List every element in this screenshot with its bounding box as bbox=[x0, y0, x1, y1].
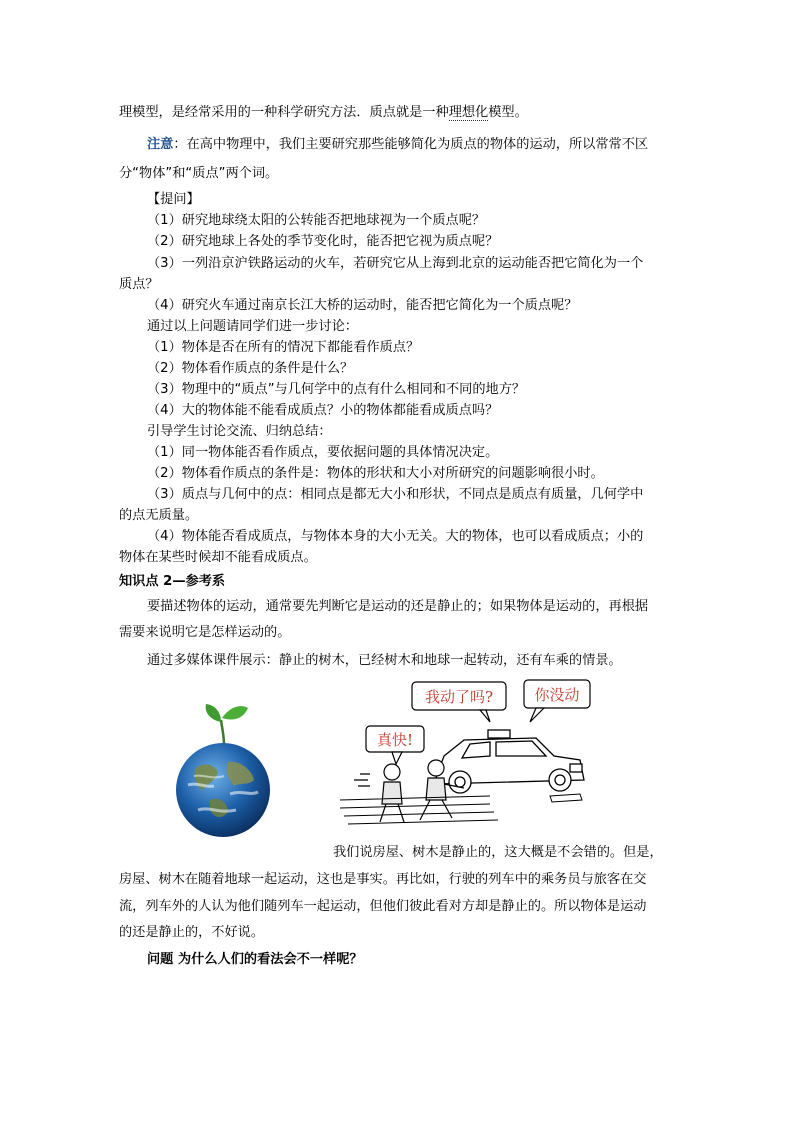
intro-line bbox=[119, 102, 679, 123]
after-line-4: 的还是静止的，不好说。 bbox=[119, 925, 265, 940]
earth-icon bbox=[176, 743, 270, 837]
summary-item: （2）物体看作质点的条件是：物体的形状和大小对所研究的问题影响很小时。 bbox=[147, 466, 604, 481]
final-question bbox=[147, 949, 707, 970]
summary-intro: 引导学生讨论交流、归纳总结： bbox=[147, 424, 332, 439]
after-line-3: 流，列车外的人认为他们随列车一起运动，但他们彼此看对方却是静止的。所以物体是运动 bbox=[119, 899, 647, 914]
question-item: （3）一列沿京沪铁路运动的火车，若研究它从上海到北京的运动能否把它简化为一个 bbox=[147, 256, 644, 271]
question-item: （2）研究地球上各处的季节变化时，能否把它视为质点呢？ bbox=[147, 234, 499, 249]
question-item-cont: 质点？ bbox=[119, 277, 159, 292]
final-question-label: 问题 bbox=[147, 952, 174, 967]
after-line-1: 我们说房屋、树木是静止的，这大概是不会错的。但是， bbox=[333, 845, 663, 860]
earth-sprout-illustration bbox=[158, 690, 288, 840]
speech-bubble-2 bbox=[524, 680, 590, 722]
discuss-item: （1）物体是否在所有的情况下都能看作质点？ bbox=[147, 340, 420, 355]
summary-item-cont: 物体在某些时候却不能看成质点。 bbox=[119, 550, 317, 565]
intro-text: 理模型，是经常采用的一种科学研究方法．质点就是一种 bbox=[119, 105, 449, 120]
discuss-item: （2）物体看作质点的条件是什么？ bbox=[147, 361, 354, 376]
discuss-item: （3）物理中的“质点”与几何学中的点有什么相同和不同的地方？ bbox=[147, 382, 526, 397]
bubble-1-text: 我动了吗? bbox=[424, 688, 494, 706]
question-item: （1）研究地球绕太阳的公转能否把地球视为一个质点呢？ bbox=[147, 213, 486, 228]
section-para-cont: 需要来说明它是怎样运动的。 bbox=[119, 625, 291, 640]
summary-item: （3）质点与几何中的点：相同点是都无大小和形状，不同点是质点有质量，几何学中 bbox=[147, 487, 644, 502]
discuss-item: （4）大的物体能不能看成质点？小的物体都能看成质点吗？ bbox=[147, 403, 499, 418]
bubble-3-text: 真快! bbox=[376, 731, 414, 749]
after-line-2: 房屋、树木在随着地球一起运动，这也是事实。再比如，行驶的列车中的乘务员与旅客在交 bbox=[119, 872, 647, 887]
crosswalk-icon bbox=[340, 794, 582, 824]
summary-item: （4）物体能否看成质点，与物体本身的大小无关。大的物体，也可以看成质点；小的 bbox=[147, 529, 644, 544]
speech-bubble-3 bbox=[366, 726, 424, 764]
note-line bbox=[147, 134, 707, 155]
question-item: （4）研究火车通过南京长江大桥的运动时，能否把它简化为一个质点呢？ bbox=[147, 298, 578, 313]
sprout-icon bbox=[206, 704, 248, 745]
intro-text-end: 模型。 bbox=[488, 105, 528, 120]
discuss-intro: 通过以上问题请同学们进一步讨论： bbox=[147, 319, 358, 334]
bubble-2-text: 你没动 bbox=[534, 686, 580, 704]
taxi-car-icon bbox=[436, 730, 584, 793]
car-cartoon-illustration bbox=[340, 676, 600, 834]
note-label: 注意 bbox=[147, 137, 174, 152]
summary-item: （1）同一物体能否看作质点，要依据问题的具体情况决定。 bbox=[147, 445, 499, 460]
section-title: 知识点 2—参考系 bbox=[119, 574, 226, 589]
note-text: ：在高中物理中，我们主要研究那些能够简化为质点的物体的运动，所以常常不区 bbox=[173, 137, 649, 152]
section-para: 通过多媒体课件展示：静止的树木，已经树木和地球一起转动，还有车乘的情景。 bbox=[147, 653, 622, 668]
section-para: 要描述物体的运动，通常要先判断它是运动的还是静止的；如果物体是运动的，再根据 bbox=[147, 599, 649, 614]
question-header: 【提问】 bbox=[147, 192, 200, 207]
summary-item-cont: 的点无质量。 bbox=[119, 508, 199, 523]
speech-bubble-1 bbox=[412, 682, 506, 722]
intro-underlined-term: 理想化 bbox=[448, 105, 489, 120]
final-question-text: 为什么人们的看法会不一样呢？ bbox=[177, 952, 363, 967]
note-line-2: 分“物体”和“质点”两个词。 bbox=[119, 166, 279, 181]
